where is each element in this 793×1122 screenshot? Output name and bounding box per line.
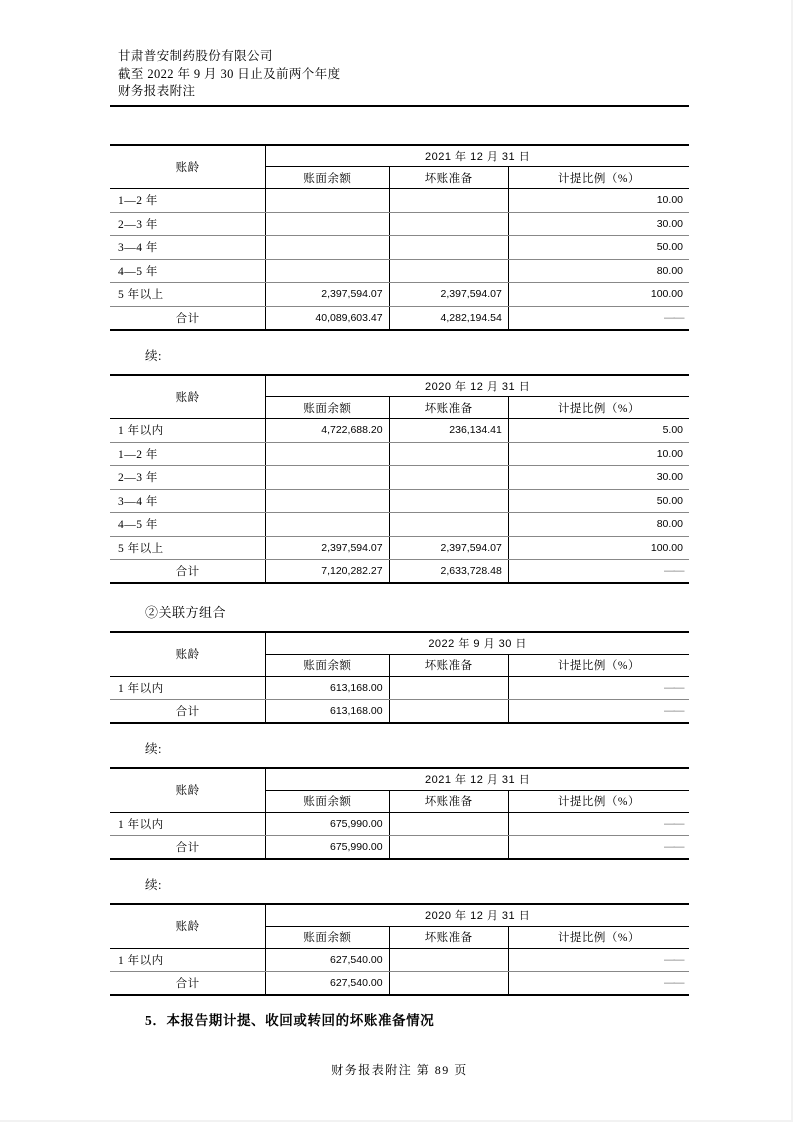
ratio-value: 80.00 bbox=[508, 259, 689, 283]
column-header-balance: 账面余额 bbox=[266, 167, 389, 189]
continued-label: 续: bbox=[145, 742, 162, 756]
bad-debt-value bbox=[389, 676, 508, 700]
balance-total: 675,990.00 bbox=[266, 836, 389, 860]
column-header-balance: 账面余额 bbox=[266, 926, 389, 948]
column-header-balance: 账面余额 bbox=[266, 790, 389, 812]
balance-value: 2,397,594.07 bbox=[266, 283, 389, 307]
table-row bbox=[110, 948, 689, 972]
ratio-value: 100.00 bbox=[508, 283, 689, 307]
column-header-aging: 账龄 bbox=[110, 768, 266, 812]
bad-debt-value bbox=[389, 212, 508, 236]
balance-value bbox=[266, 466, 389, 490]
balance-value: 675,990.00 bbox=[266, 812, 389, 836]
table-row bbox=[110, 212, 689, 236]
bad-debt-value bbox=[389, 259, 508, 283]
total-label: 合计 bbox=[110, 560, 266, 584]
related-party-table-2020-dec bbox=[110, 903, 689, 996]
balance-value bbox=[266, 489, 389, 513]
ratio-dash: —— bbox=[508, 306, 689, 330]
balance-value bbox=[266, 189, 389, 213]
aging-label: 3—4 年 bbox=[110, 489, 266, 513]
report-period: 截至 2022 年 9 月 30 日止及前两个年度 bbox=[118, 66, 341, 81]
column-header-aging: 账龄 bbox=[110, 375, 266, 419]
balance-value bbox=[266, 513, 389, 537]
aging-label: 1 年以内 bbox=[110, 419, 266, 443]
total-row bbox=[110, 700, 689, 724]
total-label: 合计 bbox=[110, 836, 266, 860]
table-row bbox=[110, 536, 689, 560]
column-header-ratio: 计提比例（%） bbox=[508, 397, 689, 419]
related-party-table-2022-sep bbox=[110, 631, 689, 724]
aging-label: 1 年以内 bbox=[110, 676, 266, 700]
balance-value: 4,722,688.20 bbox=[266, 419, 389, 443]
column-header-ratio: 计提比例（%） bbox=[508, 654, 689, 676]
table-date-header: 2020 年 12 月 31 日 bbox=[266, 375, 689, 397]
aging-label: 5 年以上 bbox=[110, 283, 266, 307]
total-label: 合计 bbox=[110, 700, 266, 724]
ratio-value: 100.00 bbox=[508, 536, 689, 560]
balance-total: 7,120,282.27 bbox=[266, 560, 389, 584]
column-header-aging: 账龄 bbox=[110, 145, 266, 189]
bad-debt-total bbox=[389, 700, 508, 724]
table-date-header: 2021 年 12 月 31 日 bbox=[266, 145, 689, 167]
balance-total: 613,168.00 bbox=[266, 700, 389, 724]
table-row bbox=[110, 812, 689, 836]
table-date-header: 2020 年 12 月 31 日 bbox=[266, 904, 689, 926]
ratio-value: 30.00 bbox=[508, 212, 689, 236]
bad-debt-value bbox=[389, 236, 508, 260]
total-row bbox=[110, 972, 689, 996]
total-label: 合计 bbox=[110, 972, 266, 996]
aging-label: 4—5 年 bbox=[110, 259, 266, 283]
table-row bbox=[110, 259, 689, 283]
balance-value: 627,540.00 bbox=[266, 948, 389, 972]
bad-debt-total: 2,633,728.48 bbox=[389, 560, 508, 584]
bad-debt-value: 2,397,594.07 bbox=[389, 283, 508, 307]
ratio-value: 80.00 bbox=[508, 513, 689, 537]
ratio-dash: —— bbox=[508, 676, 689, 700]
ratio-value: 10.00 bbox=[508, 189, 689, 213]
table-row bbox=[110, 513, 689, 537]
section5-heading: 5．本报告期计提、收回或转回的坏账准备情况 bbox=[145, 1013, 435, 1028]
column-header-aging: 账龄 bbox=[110, 904, 266, 948]
aging-label: 2—3 年 bbox=[110, 212, 266, 236]
ratio-value: 50.00 bbox=[508, 489, 689, 513]
ratio-dash: —— bbox=[508, 972, 689, 996]
aging-label: 4—5 年 bbox=[110, 513, 266, 537]
aging-label: 1 年以内 bbox=[110, 948, 266, 972]
total-label: 合计 bbox=[110, 306, 266, 330]
column-header-ratio: 计提比例（%） bbox=[508, 926, 689, 948]
ratio-value: 30.00 bbox=[508, 466, 689, 490]
continued-label: 续: bbox=[145, 348, 162, 363]
bad-debt-value bbox=[389, 489, 508, 513]
table-row bbox=[110, 189, 689, 213]
balance-value bbox=[266, 259, 389, 283]
balance-total: 627,540.00 bbox=[266, 972, 389, 996]
balance-value bbox=[266, 236, 389, 260]
aging-table-2020-dec bbox=[110, 374, 689, 585]
total-row bbox=[110, 836, 689, 860]
column-header-balance: 账面余额 bbox=[266, 397, 389, 419]
aging-label: 5 年以上 bbox=[110, 536, 266, 560]
ratio-dash: —— bbox=[508, 560, 689, 584]
column-header-ratio: 计提比例（%） bbox=[508, 167, 689, 189]
ratio-dash: —— bbox=[508, 812, 689, 836]
table-row bbox=[110, 419, 689, 443]
page-footer: 财务报表附注 第 89 页 bbox=[331, 1063, 468, 1077]
aging-label: 3—4 年 bbox=[110, 236, 266, 260]
aging-label: 1—2 年 bbox=[110, 189, 266, 213]
bad-debt-value bbox=[389, 948, 508, 972]
aging-label: 1 年以内 bbox=[110, 812, 266, 836]
bad-debt-total bbox=[389, 972, 508, 996]
column-header-bad-debt: 坏账准备 bbox=[389, 654, 508, 676]
column-header-bad-debt: 坏账准备 bbox=[389, 790, 508, 812]
header-divider bbox=[110, 105, 689, 107]
ratio-dash: —— bbox=[508, 948, 689, 972]
ratio-value: 10.00 bbox=[508, 442, 689, 466]
bad-debt-value bbox=[389, 442, 508, 466]
ratio-value: 5.00 bbox=[508, 419, 689, 443]
table-date-header: 2021 年 12 月 31 日 bbox=[266, 768, 689, 790]
bad-debt-value bbox=[389, 189, 508, 213]
column-header-balance: 账面余额 bbox=[266, 654, 389, 676]
column-header-aging: 账龄 bbox=[110, 632, 266, 676]
column-header-bad-debt: 坏账准备 bbox=[389, 167, 508, 189]
column-header-ratio: 计提比例（%） bbox=[508, 790, 689, 812]
related-party-table-2021-dec bbox=[110, 767, 689, 860]
continued-label: 续: bbox=[145, 878, 162, 892]
table-row bbox=[110, 442, 689, 466]
bad-debt-total bbox=[389, 836, 508, 860]
balance-value bbox=[266, 212, 389, 236]
company-name: 甘肃普安制药股份有限公司 bbox=[118, 49, 273, 63]
table-row bbox=[110, 466, 689, 490]
table-date-header: 2022 年 9 月 30 日 bbox=[266, 632, 689, 654]
bad-debt-value bbox=[389, 466, 508, 490]
aging-label: 1—2 年 bbox=[110, 442, 266, 466]
balance-total: 40,089,603.47 bbox=[266, 306, 389, 330]
ratio-dash: —— bbox=[508, 700, 689, 724]
column-header-bad-debt: 坏账准备 bbox=[389, 397, 508, 419]
bad-debt-value: 236,134.41 bbox=[389, 419, 508, 443]
bad-debt-value bbox=[389, 812, 508, 836]
subsection-heading-related-party: ②关联方组合 bbox=[145, 605, 227, 620]
bad-debt-value bbox=[389, 513, 508, 537]
balance-value: 613,168.00 bbox=[266, 676, 389, 700]
document-header bbox=[118, 48, 689, 101]
total-row bbox=[110, 306, 689, 330]
aging-table-2021-dec bbox=[110, 144, 689, 331]
ratio-dash: —— bbox=[508, 836, 689, 860]
total-row bbox=[110, 560, 689, 584]
balance-value: 2,397,594.07 bbox=[266, 536, 389, 560]
ratio-value: 50.00 bbox=[508, 236, 689, 260]
table-row bbox=[110, 489, 689, 513]
table-row bbox=[110, 283, 689, 307]
table-row bbox=[110, 236, 689, 260]
bad-debt-total: 4,282,194.54 bbox=[389, 306, 508, 330]
column-header-bad-debt: 坏账准备 bbox=[389, 926, 508, 948]
aging-label: 2—3 年 bbox=[110, 466, 266, 490]
bad-debt-value: 2,397,594.07 bbox=[389, 536, 508, 560]
balance-value bbox=[266, 442, 389, 466]
table-row bbox=[110, 676, 689, 700]
report-title: 财务报表附注 bbox=[118, 84, 196, 98]
